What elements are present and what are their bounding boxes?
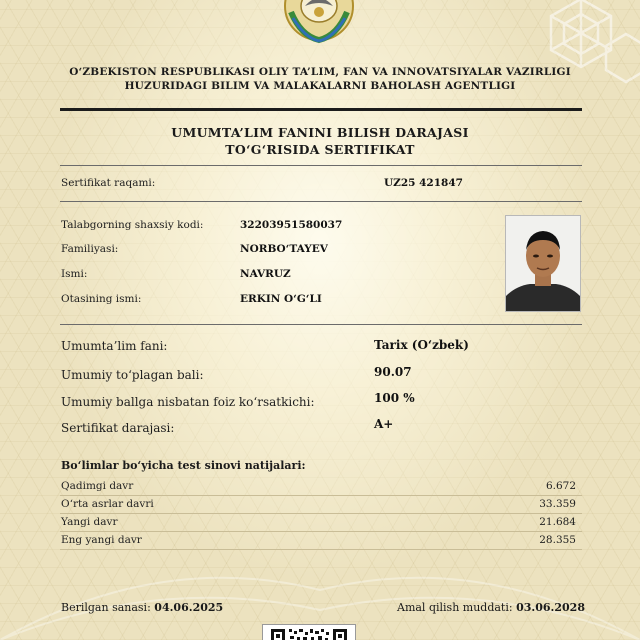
certificate-level-value: A+	[374, 417, 394, 431]
valid-until-label: Amal qilish muddati:	[397, 601, 513, 614]
certificate-number-value: UZ25 421847	[384, 177, 463, 189]
certificate-level-label: Sertifikat darajasi:	[61, 421, 175, 435]
surname-label: Familiyasi:	[61, 243, 119, 255]
portrait-silhouette-icon	[506, 216, 580, 311]
first-name-value: NAVRUZ	[240, 268, 291, 280]
total-score-value: 90.07	[374, 365, 412, 379]
section-row-value: 21.684	[539, 516, 576, 528]
personal-code-value: 32203951580037	[240, 219, 343, 231]
section-row-name: Eng yangi davr	[61, 534, 142, 546]
section-row-name: Qadimgi davr	[61, 480, 134, 492]
number-divider	[60, 201, 582, 202]
header-divider	[60, 108, 582, 111]
section-row-name: Yangi davr	[61, 516, 118, 528]
qr-code-icon	[262, 624, 356, 640]
title-divider	[60, 165, 582, 166]
first-name-label: Ismi:	[61, 268, 88, 280]
issue-date-value: 04.06.2025	[154, 601, 224, 614]
ministry-line-1: O‘ZBEKISTON RESPUBLIKASI OLIY TA’LIM, FAN VA INNOVATSIYALAR VAZIRLIGI	[69, 66, 571, 78]
section-row-value: 6.672	[545, 480, 576, 492]
patronymic-value: ERKIN O‘G‘LI	[240, 293, 322, 305]
person-divider	[60, 324, 582, 325]
certificate-title-line-2: TO‘G‘RISIDA SERTIFIKAT	[225, 142, 415, 157]
subject-label: Umumta’lim fani:	[61, 339, 168, 353]
percentage-value: 100 %	[374, 391, 415, 405]
certificate-number-label: Sertifikat raqami:	[61, 177, 156, 189]
section-row-value: 28.355	[539, 534, 576, 546]
subject-value: Tarix (O‘zbek)	[374, 338, 469, 352]
valid-until	[397, 601, 585, 614]
patronymic-label: Otasining ismi:	[61, 293, 142, 305]
percentage-label: Umumiy ballga nisbatan foiz ko‘rsatkichi:	[61, 395, 315, 409]
surname-value: NORBO‘TAYEV	[240, 243, 328, 255]
issue-date-label: Berilgan sanasi:	[61, 601, 151, 614]
section-row-name: O‘rta asrlar davri	[61, 498, 154, 510]
certificate-title-line-1: UMUMTA’LIM FANINI BILISH DARAJASI	[171, 125, 469, 140]
portrait-photo	[505, 215, 581, 312]
ministry-line-2: HUZURIDAGI BILIM VA MALAKALARNI BAHOLASH AGENTLIGI	[124, 80, 516, 92]
section-row-divider	[60, 495, 582, 496]
section-row-divider	[60, 513, 582, 514]
sections-heading: Bo‘limlar bo‘yicha test sinovi natijalari:	[61, 459, 306, 472]
total-score-label: Umumiy to‘plagan bali:	[61, 368, 204, 382]
valid-until-value: 03.06.2028	[516, 601, 585, 614]
state-emblem-icon	[281, 0, 357, 44]
issue-date	[61, 601, 223, 614]
personal-code-label: Talabgorning shaxsiy kodi:	[61, 219, 204, 231]
section-row-value: 33.359	[539, 498, 576, 510]
